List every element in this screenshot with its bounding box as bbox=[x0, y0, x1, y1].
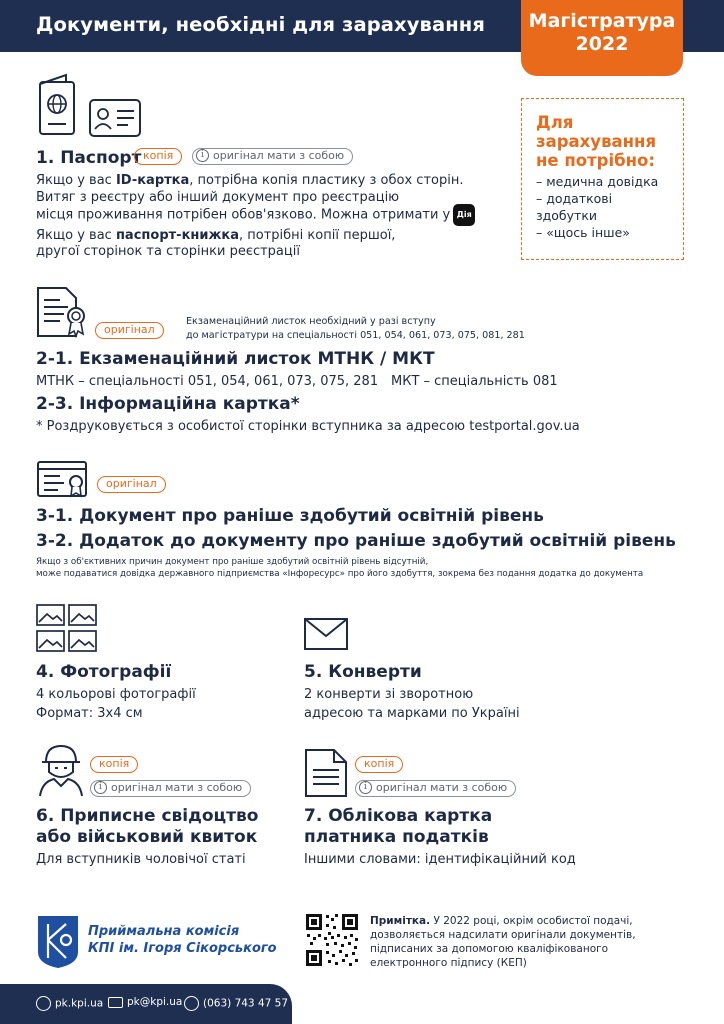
original-tag: i оригінал мати з собою bbox=[192, 148, 353, 165]
exam-note-line2: до магістратури на спеціальності 051, 054, 061, 073, 075, 081, 281 bbox=[186, 330, 525, 341]
globe-icon bbox=[36, 996, 51, 1011]
copy-tag: копія bbox=[134, 148, 182, 165]
envelope-icon bbox=[304, 618, 348, 650]
qr-code[interactable] bbox=[304, 912, 360, 968]
exam-specs-mtnk: МТНК – спеціальності 051, 054, 061, 073, 075, 281 bbox=[36, 374, 379, 389]
list-item: – медична довідка bbox=[536, 174, 659, 189]
program-badge bbox=[521, 0, 683, 76]
mail-icon bbox=[108, 997, 123, 1008]
page-title: Документи, необхідні для зарахування bbox=[36, 13, 485, 36]
exam-note-line1: Екзаменаційний листок необхідний у разі вступу bbox=[186, 316, 436, 327]
phone-icon bbox=[184, 996, 199, 1011]
phone-link[interactable]: (063) 743 47 57 bbox=[184, 996, 288, 1011]
info-card-title: 2-3. Інформаційна картка* bbox=[36, 394, 300, 414]
original-tag: оригінал bbox=[97, 476, 166, 493]
original-tag: i оригінал мати з собою bbox=[90, 780, 251, 797]
envelopes-line1: 2 конверти зі зворотною bbox=[304, 687, 474, 702]
list-item: – «щось інше» bbox=[536, 225, 630, 240]
diploma-icon bbox=[36, 460, 92, 500]
envelopes-title: 5. Конверти bbox=[304, 662, 422, 682]
exam-title: 2-1. Екзаменаційний листок МТНК / МКТ bbox=[36, 349, 435, 369]
passport-icon bbox=[36, 72, 82, 136]
photos-icon bbox=[36, 604, 98, 652]
diia-app-icon: Дія bbox=[453, 204, 475, 226]
passport-line2: Витяг з реєстру або інший документ про реєстрацію bbox=[36, 190, 400, 205]
passport-line4: Якщо у вас паспорт-книжка, потрібні копії першої, bbox=[36, 228, 396, 243]
document-icon bbox=[304, 748, 350, 798]
passport-title: 1. Паспорт bbox=[36, 148, 142, 168]
photos-title: 4. Фотографії bbox=[36, 662, 172, 682]
passport-line1: Якщо у вас ID-картка, потрібна копія пластику з обох сторін. bbox=[36, 173, 464, 188]
footer-bar bbox=[0, 984, 292, 1024]
diploma-note-line2: може подаватися довідка державного підприємства «Інфоресурс» про його здобуття, зокрема без подання додатка до документа bbox=[36, 569, 644, 579]
tax-title: 7. Облікова картка платника податків bbox=[304, 806, 493, 847]
diploma-supplement-title: 3-2. Додаток до документу про раніше здобутий освітній рівень bbox=[36, 531, 676, 551]
note-text: Примітка. У 2022 році, окрім особистої подачі, дозволяється надсилати оригінали документів, підписаних за допомогою кваліфікованого електронного підпису (КЕП) bbox=[370, 915, 636, 969]
not-needed-title: Для зарахування не потрібно: bbox=[536, 113, 657, 170]
info-icon: i bbox=[94, 781, 107, 794]
list-item: – додаткові bbox=[536, 191, 613, 206]
photos-line1: 4 кольорові фотографії bbox=[36, 687, 196, 702]
email-link[interactable]: pk@kpi.ua bbox=[108, 996, 182, 1008]
copy-tag: копія bbox=[90, 756, 138, 773]
original-tag: i оригінал мати з собою bbox=[355, 780, 516, 797]
badge-year: 2022 bbox=[575, 33, 629, 55]
military-title: 6. Приписне свідоцтво або військовий квиток bbox=[36, 806, 259, 847]
passport-line3: місця проживання потрібен обов'язково. Можна отримати у Дія bbox=[36, 204, 475, 226]
info-card-footnote: * Роздруковується з особистої сторінки вступника за адресою testportal.gov.ua bbox=[36, 419, 580, 434]
id-card-icon bbox=[88, 98, 142, 138]
copy-tag: копія bbox=[355, 756, 403, 773]
list-item: здобутки bbox=[536, 208, 597, 223]
diploma-title: 3-1. Документ про раніше здобутий освітній рівень bbox=[36, 506, 544, 526]
envelopes-line2: адресою та марками по Україні bbox=[304, 706, 520, 721]
info-icon: i bbox=[196, 149, 209, 162]
military-line1: Для вступників чоловічої статі bbox=[36, 852, 246, 867]
diploma-note-line1: Якщо з об'єктивних причин документ про раніше здобутий освітній рівень відсутній, bbox=[36, 557, 429, 567]
info-icon: i bbox=[359, 781, 372, 794]
not-needed-box bbox=[521, 98, 684, 260]
certificate-icon bbox=[36, 284, 92, 340]
soldier-icon bbox=[36, 742, 86, 798]
tax-line1: Іншими словами: ідентифікаційний код bbox=[304, 852, 576, 867]
website-link[interactable]: pk.kpi.ua bbox=[36, 996, 103, 1011]
commission-title: Приймальна комісія КПІ ім. Ігоря Сікорського bbox=[88, 924, 277, 956]
exam-specs-mkt: МКТ – спеціальність 081 bbox=[391, 374, 558, 389]
photos-line2: Формат: 3х4 см bbox=[36, 706, 143, 721]
badge-line1: Магістратура bbox=[528, 10, 676, 32]
not-needed-list bbox=[536, 173, 673, 241]
kpi-logo bbox=[36, 914, 80, 970]
passport-line5: другої сторінок та сторінки реєстрації bbox=[36, 244, 300, 259]
original-tag: оригінал bbox=[95, 322, 164, 339]
